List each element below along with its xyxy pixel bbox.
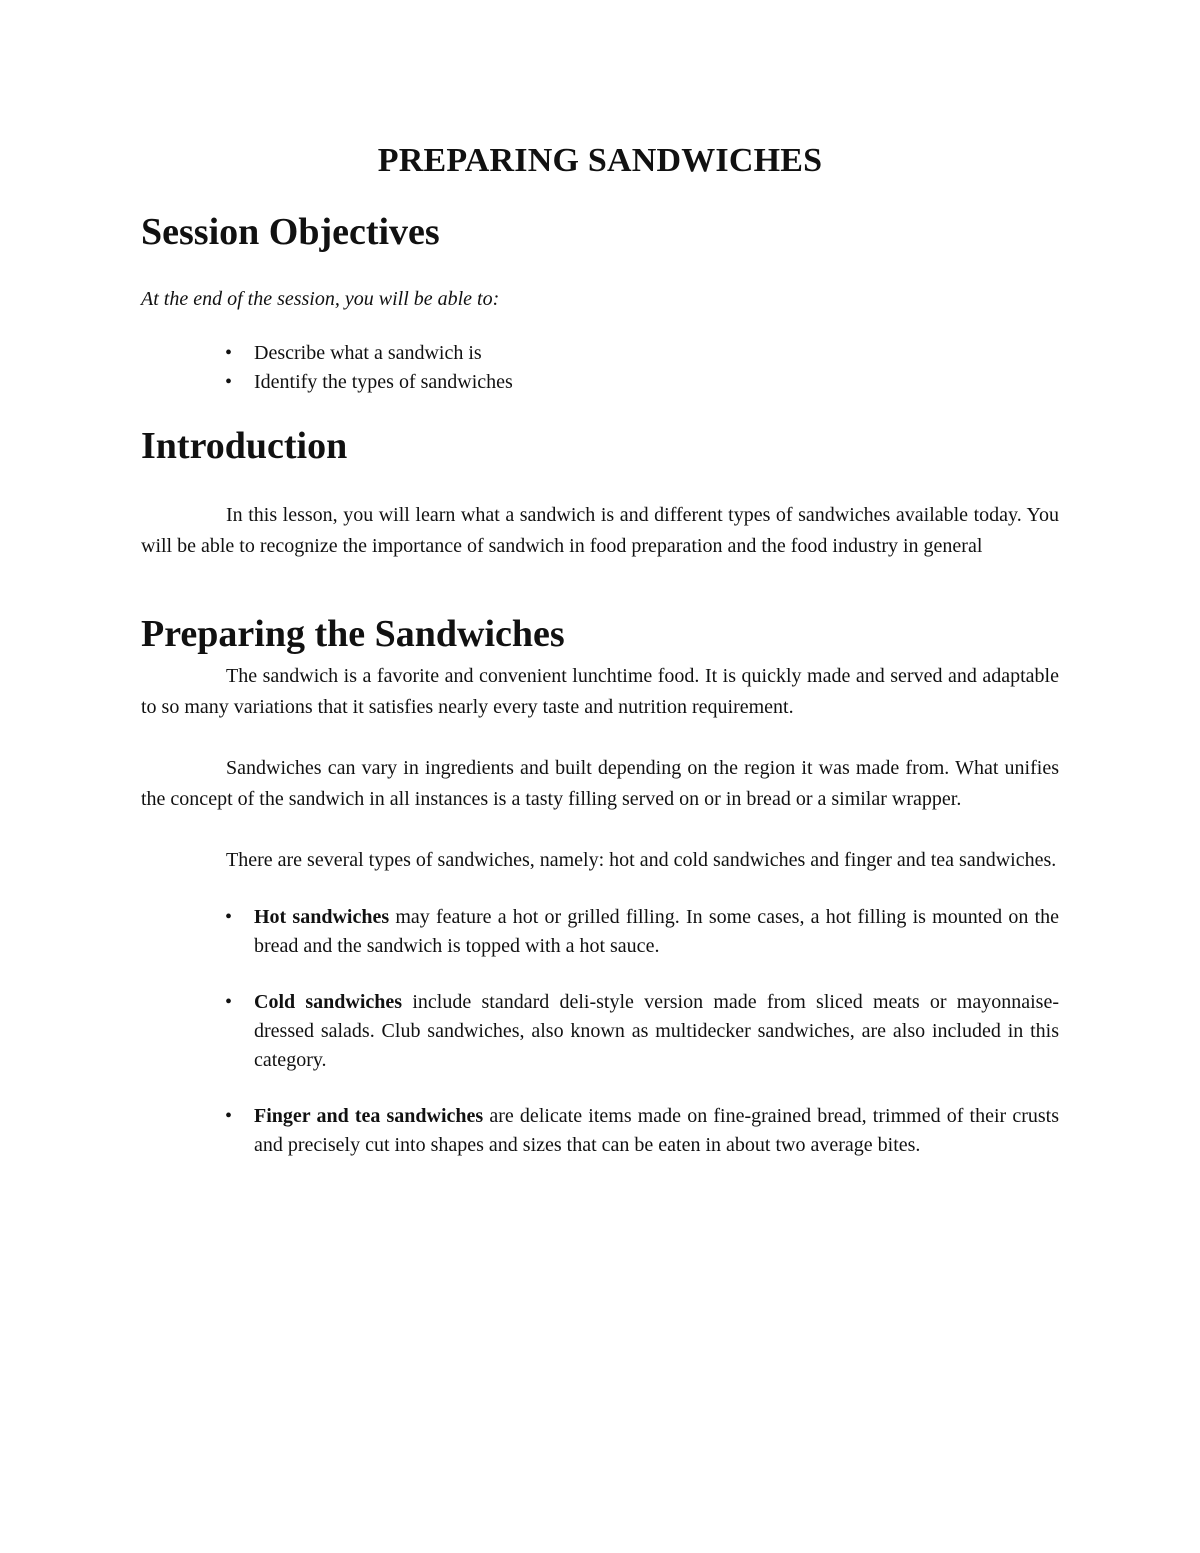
type-term: Hot sandwiches — [254, 906, 390, 928]
preparing-paragraph-1: The sandwich is a favorite and convenient lunchtime food. It is quickly made and served and adaptable to so many variations that it satisfies nearly every taste and nutrition requirement. — [141, 665, 1059, 718]
list-item-hot-sandwiches — [141, 903, 1059, 961]
list-item: • Describe what a sandwich is — [141, 339, 513, 368]
type-description: include standard deli-style version made from sliced meats or mayonnaise-dressed salads. Club sandwiches, also known as multidecker sandwiches, are also included in this category. — [254, 991, 1059, 1071]
list-item: • Identify the types of sandwiches — [141, 368, 513, 397]
document-title: PREPARING SANDWICHES — [377, 142, 823, 179]
objectives-list — [141, 339, 513, 397]
preparing-heading: Preparing the Sandwiches — [141, 613, 565, 655]
list-item-cold-sandwiches — [141, 988, 1059, 1075]
session-objectives-heading: Session Objectives — [141, 211, 440, 253]
type-term: Cold sandwiches — [254, 991, 403, 1013]
introduction-heading: Introduction — [141, 425, 348, 467]
objectives-lead: At the end of the session, you will be able to: — [141, 288, 500, 310]
preparing-paragraph-3: There are several types of sandwiches, namely: hot and cold sandwiches and finger and tea sandwiches. — [226, 849, 1057, 871]
type-description: may feature a hot or grilled filling. In some cases, a hot filling is mounted on the bread and the sandwich is topped with a hot sauce. — [254, 906, 1059, 957]
sandwich-types-list — [141, 903, 1059, 1187]
type-description: are delicate items made on fine-grained bread, trimmed of their crusts and precisely cut into shapes and sizes that can be eaten in about two average bites. — [254, 1105, 1059, 1156]
preparing-paragraph-2: Sandwiches can vary in ingredients and built depending on the region it was made from. What unifies the concept of the sandwich in all instances is a tasty filling served on or in bread or a similar wrapper. — [141, 757, 1059, 810]
list-item-finger-tea-sandwiches — [141, 1102, 1059, 1160]
type-term: Finger and tea sandwiches — [254, 1105, 484, 1127]
introduction-paragraph: In this lesson, you will learn what a sandwich is and different types of sandwiches available today. You will be able to recognize the importance of sandwich in food preparation and the food industry in general — [141, 504, 1059, 557]
